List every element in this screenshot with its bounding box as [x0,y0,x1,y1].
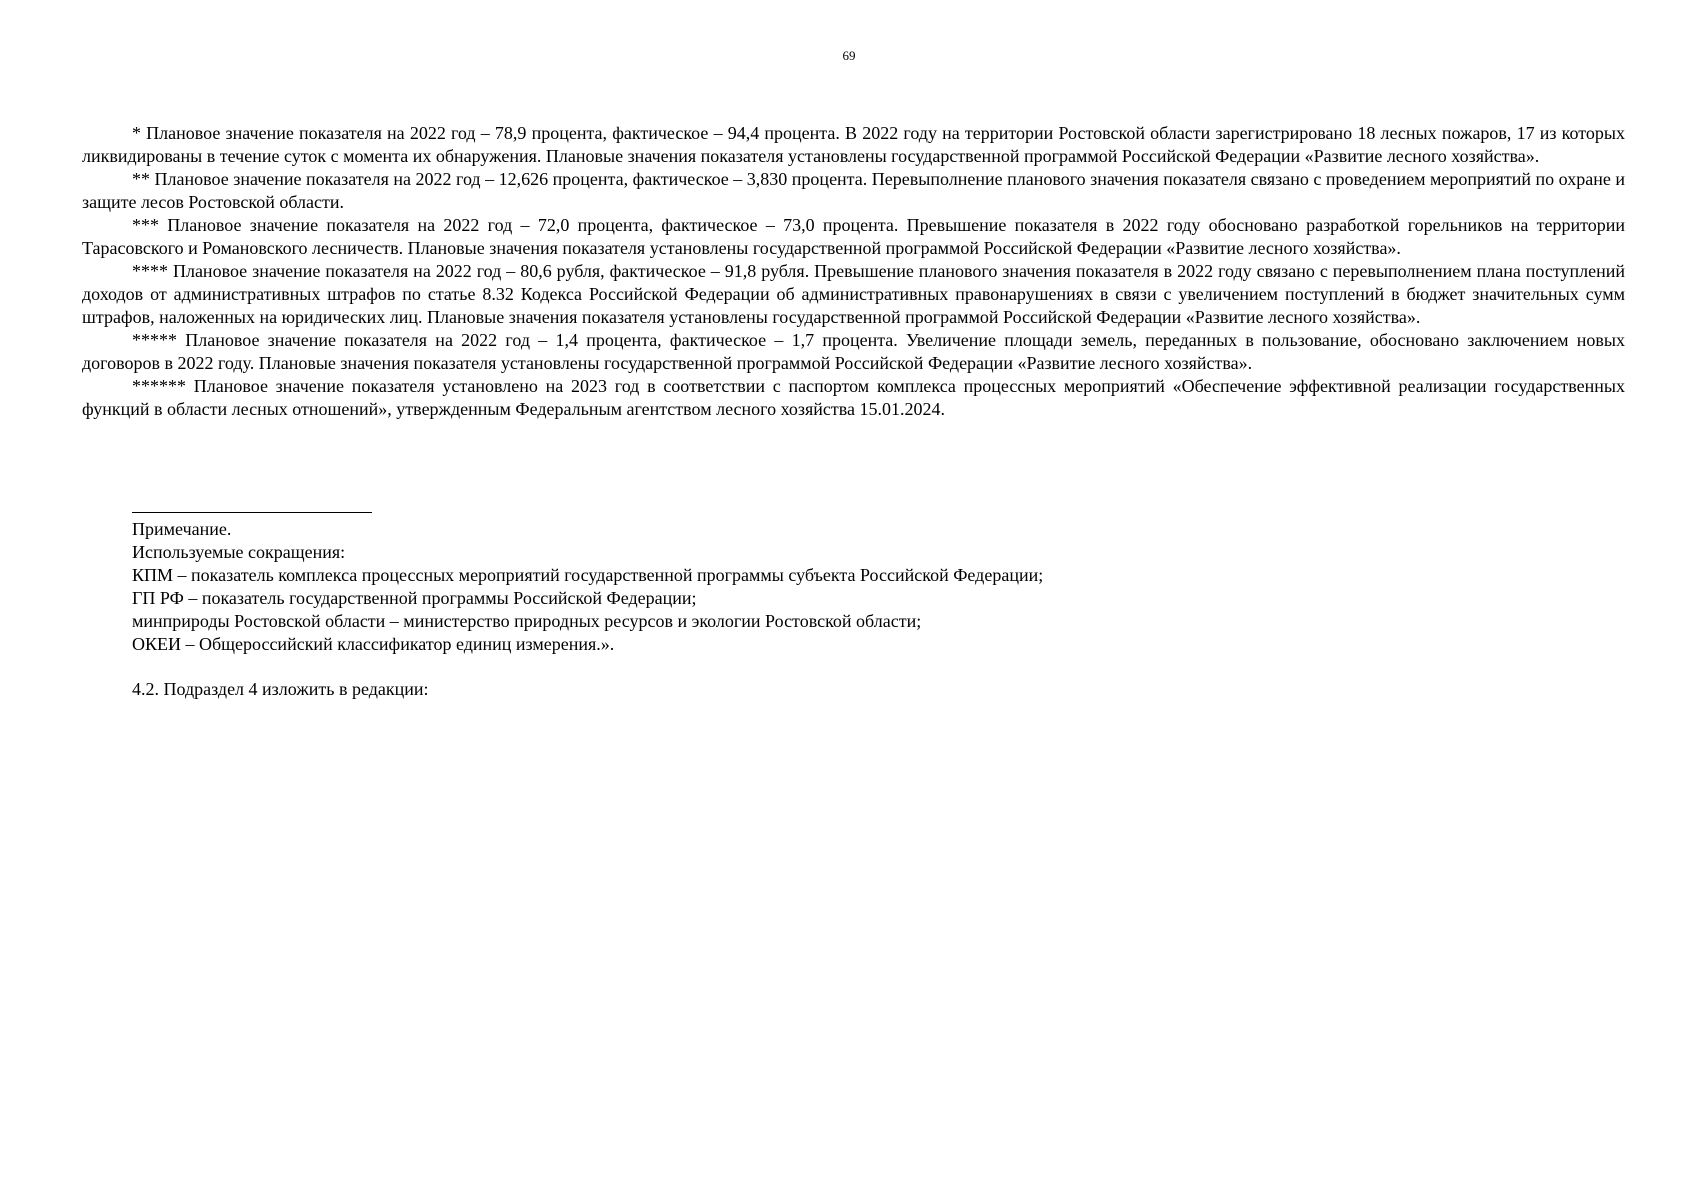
section-instruction: 4.2. Подраздел 4 изложить в редакции: [132,679,429,699]
note-separator [132,512,372,513]
abbreviation-gp-rf: ГП РФ – показатель государственной программы Российской Федерации; [132,588,697,608]
abbreviations-title: Используемые сокращения: [132,542,346,562]
footnotes-block [82,122,1625,421]
abbreviation-minprirody: минприроды Ростовской области – министерство природных ресурсов и экологии Ростовской области; [132,611,922,631]
note-block [132,518,1622,656]
abbreviation-okei: ОКЕИ – Общероссийский классификатор единиц измерения.». [132,634,615,654]
footnote-2: ** Плановое значение показателя на 2022 год – 12,626 процента, фактическое – 3,830 процента. Перевыполнение планового значения показателя связано с проведением мероприятий по охране и защите лесов Ростовской области. [82,169,1625,212]
page-number: 69 [842,48,856,63]
footnote-1: * Плановое значение показателя на 2022 год – 78,9 процента, фактическое – 94,4 процента. В 2022 году на территории Ростовской области зарегистрировано 18 лесных пожаров, 17 из которых ликвидированы в течение суток с момента их обнаружения. Плановые значения показателя установлены государственной программой Российской Федерации «Развитие лесного хозяйства». [82,123,1625,166]
footnote-6: ****** Плановое значение показателя установлено на 2023 год в соответствии с паспортом комплекса процессных мероприятий «Обеспечение эффективной реализации государственных функций в области лесных отношений», утвержденным Федеральным агентством лесного хозяйства 15.01.2024. [82,376,1625,419]
footnote-3: *** Плановое значение показателя на 2022 год – 72,0 процента, фактическое – 73,0 процента. Превышение показателя в 2022 году обосновано разработкой горельников на территории Тарасовского и Романовского лесничеств. Плановые значения показателя установлены государственной программой Российской Федерации «Развитие лесного хозяйства». [82,215,1625,258]
footnote-5: ***** Плановое значение показателя на 2022 год – 1,4 процента, фактическое – 1,7 процента. Увеличение площади земель, переданных в пользование, обосновано заключением новых договоров в 2022 году. Плановые значения показателя установлены государственной программой Российской Федерации «Развитие лесного хозяйства». [82,330,1625,373]
footnote-4: **** Плановое значение показателя на 2022 год – 80,6 рубля, фактическое – 91,8 рубля. Превышение планового значения показателя в 2022 году связано с перевыполнением плана поступлений доходов от административных штрафов по статье 8.32 Кодекса Российской Федерации об административных правонарушениях в связи с увеличением поступлений в бюджет значительных сумм штрафов, наложенных на юридических лиц. Плановые значения показателя установлены государственной программой Российской Федерации «Развитие лесного хозяйства». [82,261,1625,327]
note-title: Примечание. [132,519,232,539]
abbreviation-kpm: КПМ – показатель комплекса процессных мероприятий государственной программы субъекта Российской Федерации; [132,565,1044,585]
